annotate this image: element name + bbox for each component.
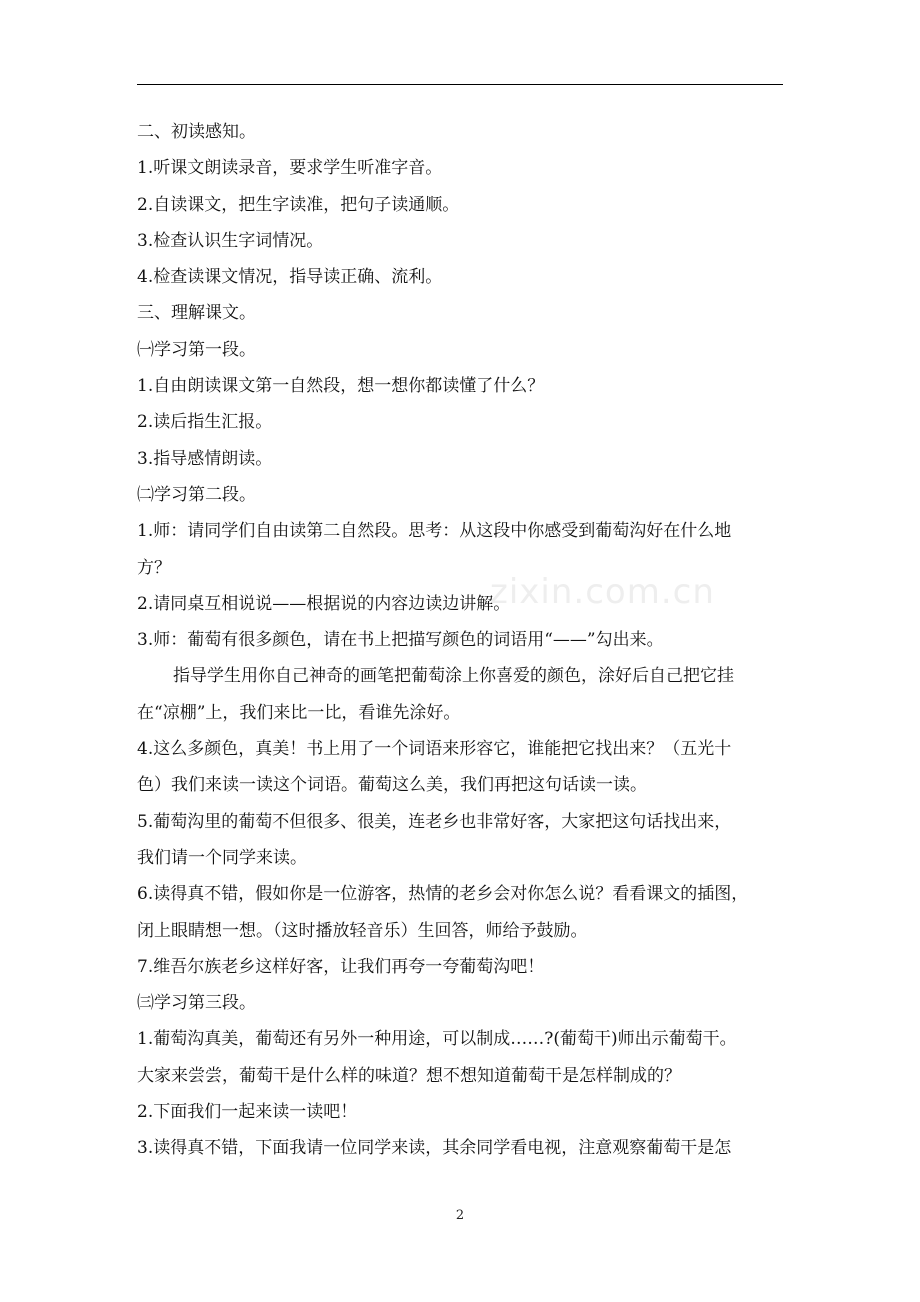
text-line: 3.检查认识生字词情况。 <box>137 230 324 251</box>
text-line: 3.指导感情朗读。 <box>137 448 273 469</box>
text-line: 6.读得真不错，假如你是一位游客，热情的老乡会对你怎么说？看看课文的插图， <box>137 884 749 905</box>
text-line: 在“凉棚”上，我们来比一比，看谁先涂好。 <box>137 702 461 723</box>
text-line: 3.读得真不错，下面我请一位同学来读，其余同学看电视，注意观察葡萄干是怎 <box>137 1138 732 1159</box>
text-line: 7.维吾尔族老乡这样好客，让我们再夸一夸葡萄沟吧！ <box>137 956 545 977</box>
text-line: 我们请一个同学来读。 <box>137 847 307 868</box>
text-line: 三、理解课文。 <box>137 303 256 324</box>
text-line: ㈡学习第二段。 <box>137 484 256 505</box>
text-line: 2.请同桌互相说说——根据说的内容边读边讲解。 <box>137 593 511 614</box>
watermark: zixin.com.cn <box>490 572 715 612</box>
page-number: 2 <box>455 1208 465 1223</box>
header-rule <box>137 84 783 85</box>
text-line: 1.师：请同学们自由读第二自然段。思考：从这段中你感受到葡萄沟好在什么地 <box>137 521 732 542</box>
text-line: 4.检查读课文情况，指导读正确、流利。 <box>137 267 443 288</box>
text-line: 3.师：葡萄有很多颜色，请在书上把描写颜色的词语用“——”勾出来。 <box>137 630 664 651</box>
text-line: 4.这么多颜色，真美！书上用了一个词语来形容它，谁能把它找出来？（五光十 <box>137 739 732 760</box>
text-line: 大家来尝尝，葡萄干是什么样的味道？想不想知道葡萄干是怎样制成的？ <box>137 1065 681 1086</box>
text-line: 2.下面我们一起来读一读吧！ <box>137 1102 358 1123</box>
text-line: 2.读后指生汇报。 <box>137 412 273 433</box>
text-line: ㈢学习第三段。 <box>137 993 256 1014</box>
text-line: 二、初读感知。 <box>137 122 256 142</box>
text-line: ㈠学习第一段。 <box>137 339 256 360</box>
text-line: 1.葡萄沟真美，葡萄还有另外一种用途，可以制成……?(葡萄干)师出示葡萄干。 <box>137 1029 737 1050</box>
text-line: 指导学生用你自己神奇的画笔把葡萄涂上你喜爱的颜色，涂好后自己把它挂 <box>173 666 734 687</box>
text-line: 1.自由朗读课文第一自然段，想一想你都读懂了什么？ <box>137 376 545 397</box>
text-line: 色）我们来读一读这个词语。葡萄这么美，我们再把这句话读一读。 <box>137 775 647 796</box>
document-body <box>137 114 787 1167</box>
text-line: 方？ <box>137 557 171 578</box>
text-line: 1.听课文朗读录音，要求学生听准字音。 <box>137 158 443 179</box>
text-line: 闭上眼睛想一想。（这时播放轻音乐）生回答，师给予鼓励。 <box>137 920 588 941</box>
text-line: 5.葡萄沟里的葡萄不但很多、很美，连老乡也非常好客，大家把这句话找出来， <box>137 811 732 832</box>
text-line: 2.自读课文，把生字读准，把句子读通顺。 <box>137 194 460 215</box>
